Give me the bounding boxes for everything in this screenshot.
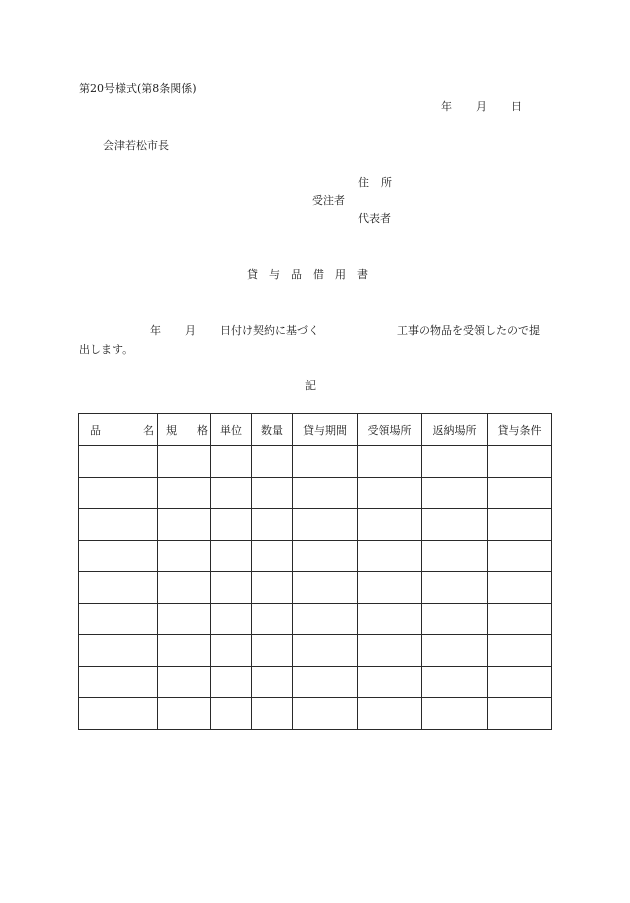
table-cell <box>211 635 252 667</box>
table-cell <box>422 509 488 541</box>
title-char: 品 <box>291 268 302 281</box>
table-cell <box>252 446 293 478</box>
items-table <box>78 413 552 730</box>
header-unit: 単位 <box>211 414 252 446</box>
table-cell <box>211 698 252 730</box>
table-cell <box>358 635 422 667</box>
table-row <box>79 540 552 572</box>
header-spec-char-1: 規 <box>166 423 177 437</box>
table-cell <box>422 698 488 730</box>
table-cell <box>488 540 552 572</box>
table-cell <box>158 603 211 635</box>
table-cell <box>211 477 252 509</box>
date-month: 月 <box>476 100 487 113</box>
table-cell <box>293 477 358 509</box>
table-row <box>79 477 552 509</box>
table-row <box>79 698 552 730</box>
table-cell <box>293 446 358 478</box>
table-row <box>79 635 552 667</box>
table-cell <box>422 603 488 635</box>
table-cell <box>358 540 422 572</box>
table-cell <box>358 446 422 478</box>
table-cell <box>211 446 252 478</box>
table-cell <box>252 477 293 509</box>
table-cell <box>422 666 488 698</box>
table-cell <box>158 509 211 541</box>
table-row <box>79 572 552 604</box>
table-cell <box>488 446 552 478</box>
table-cell <box>252 603 293 635</box>
table-cell <box>488 509 552 541</box>
title-char: 書 <box>357 268 368 281</box>
body-contract-text: 日付け契約に基づく <box>220 324 319 337</box>
table-cell <box>158 477 211 509</box>
table-cell <box>252 540 293 572</box>
body-month: 月 <box>185 324 196 337</box>
table-cell <box>79 572 158 604</box>
table-cell <box>293 603 358 635</box>
table-cell <box>79 635 158 667</box>
form-number: 第20号様式(第8条関係) <box>79 82 197 95</box>
table-cell <box>252 698 293 730</box>
header-return-place: 返納場所 <box>422 414 488 446</box>
table-cell <box>211 540 252 572</box>
date-line <box>441 101 522 112</box>
table-cell <box>293 572 358 604</box>
table-cell <box>293 540 358 572</box>
table-cell <box>252 572 293 604</box>
table-cell <box>358 477 422 509</box>
table-cell <box>211 509 252 541</box>
table-cell <box>293 635 358 667</box>
table-cell <box>158 635 211 667</box>
table-cell <box>252 666 293 698</box>
contractor-label: 受注者 <box>312 194 345 207</box>
table-cell <box>422 540 488 572</box>
table-cell <box>358 572 422 604</box>
table-cell <box>252 635 293 667</box>
title-char: 用 <box>335 268 346 281</box>
table-row <box>79 666 552 698</box>
table-cell <box>488 603 552 635</box>
body-line-2: 出します。 <box>79 343 134 356</box>
table-cell <box>422 572 488 604</box>
table-row <box>79 446 552 478</box>
header-loan-conditions: 貸与条件 <box>488 414 552 446</box>
title-char: 借 <box>313 268 324 281</box>
title-char: 貸 <box>247 268 258 281</box>
date-year: 年 <box>441 100 452 113</box>
table-header-row <box>79 414 552 446</box>
table-cell <box>358 603 422 635</box>
header-spec-char-2: 格 <box>197 423 208 437</box>
table-cell <box>422 635 488 667</box>
table-cell <box>358 509 422 541</box>
ki-label: 記 <box>305 379 316 392</box>
table-cell <box>211 603 252 635</box>
date-day: 日 <box>511 100 522 113</box>
table-row <box>79 603 552 635</box>
table-cell <box>79 603 158 635</box>
table-cell <box>293 509 358 541</box>
body-year: 年 <box>150 324 161 337</box>
table-cell <box>252 509 293 541</box>
table-cell <box>488 572 552 604</box>
header-quantity: 数量 <box>252 414 293 446</box>
table-cell <box>158 666 211 698</box>
address-label-char-1: 住 <box>358 176 369 189</box>
table-cell <box>79 540 158 572</box>
addressee: 会津若松市長 <box>103 139 169 152</box>
address-label-char-2: 所 <box>381 176 392 189</box>
table-cell <box>158 540 211 572</box>
table-cell <box>488 698 552 730</box>
table-cell <box>488 635 552 667</box>
header-receipt-place: 受領場所 <box>358 414 422 446</box>
table-cell <box>158 698 211 730</box>
table-row <box>79 509 552 541</box>
title-char: 与 <box>269 268 280 281</box>
header-spec <box>158 414 211 446</box>
table-cell <box>211 572 252 604</box>
table-cell <box>79 509 158 541</box>
header-item-name-char-1: 品 <box>90 423 101 437</box>
table-cell <box>293 698 358 730</box>
table-cell <box>358 698 422 730</box>
table-cell <box>211 666 252 698</box>
table-cell <box>293 666 358 698</box>
table-cell <box>422 446 488 478</box>
header-item-name <box>79 414 158 446</box>
table-cell <box>79 666 158 698</box>
table-cell <box>158 572 211 604</box>
table-cell <box>488 477 552 509</box>
body-receipt-text: 工事の物品を受領したので提 <box>397 324 540 337</box>
representative-label: 代表者 <box>358 212 391 225</box>
table-cell <box>358 666 422 698</box>
table-cell <box>488 666 552 698</box>
table-cell <box>79 698 158 730</box>
table-cell <box>158 446 211 478</box>
document-title <box>247 269 368 280</box>
header-loan-period: 貸与期間 <box>293 414 358 446</box>
address-label <box>358 177 392 188</box>
table-cell <box>422 477 488 509</box>
header-item-name-char-2: 名 <box>143 423 154 437</box>
table-cell <box>79 477 158 509</box>
table-cell <box>79 446 158 478</box>
